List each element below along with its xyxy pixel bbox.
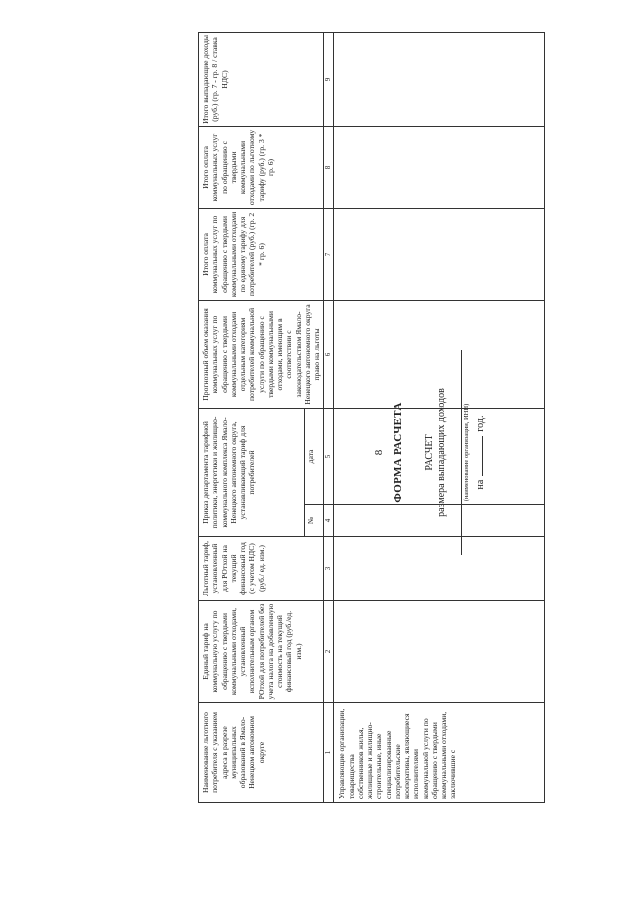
table-cell: [334, 208, 545, 300]
table-cell: [334, 408, 545, 504]
column-header: Единый тариф на коммунальную услугу по обращению с твердыми коммунальными отходами, установленный исполнительным органом РОтхой для потребителей без учета налога на добавленную стоимость на текущий финансовый год (руб./ед. изм.): [199, 601, 324, 703]
year-suffix: год.: [475, 415, 486, 432]
table-cell: [334, 300, 545, 408]
column-number: 9: [324, 32, 334, 126]
column-number: 8: [324, 126, 334, 208]
table-cell: [334, 126, 545, 208]
column-number: 4: [324, 505, 334, 537]
column-header: Итого выпадающие доходы (руб.) (гр. 7 - гр. 8 / ставка НДС): [199, 32, 324, 126]
column-header: Наименование льготного потребителя с указанием адреса в разрезе муниципальных образований в Ямало-Ненецком автономном округе: [199, 703, 324, 803]
order-date-header: дата: [305, 408, 324, 504]
table-cell: [334, 32, 545, 126]
table-row: [334, 32, 545, 802]
order-number-header: №: [305, 505, 324, 537]
column-number: 6: [324, 300, 334, 408]
consumer-category-cell: Управляющие организации, товарищества собственников жилья, жилищные и жилищно-строительные, иные специализированные потребительские кооперативы, являющиеся исполнителями коммунальной услуги по обращению с твердыми коммунальными отходами, заключившие с: [334, 703, 545, 803]
column-number: 7: [324, 208, 334, 300]
table-cell: [334, 537, 545, 601]
column-header: Льготный тариф, установленный для РОтхой на текущий финансовый год (с учетом НДС) (руб./ ед. изм.): [199, 537, 324, 601]
column-header: Итого оплата коммунальных услуг по обращению с твердыми коммунальными отходами по льготному тарифу (руб.) (гр. 3 * гр. 6): [199, 126, 324, 208]
column-number: 3: [324, 537, 334, 601]
column-numbers-row: [324, 32, 334, 802]
column-header: Итого оплата коммунальных услуг по обращению с твердыми коммунальными отходами по единому тарифу для потребителей (руб.) (гр. 2 * гр. 6): [199, 208, 324, 300]
column-number: 2: [324, 601, 334, 703]
column-number: 5: [324, 408, 334, 504]
header-row: [199, 32, 305, 802]
column-header: Прогнозный объем оказания коммунальных услуг по обращению с твердыми коммунальными отходами отдельным категориям потребителей коммунальной услуги по обращению с твердыми коммунальными отходами, имеющим в соответствии с законодательством Ямало-Ненецкого автономного округа право на льготы: [199, 300, 324, 408]
table-cell: [334, 601, 545, 703]
calculation-table: [198, 32, 545, 803]
column-header: Приказ департамента тарифной политики, энергетики и жилищно-коммунального комплекса Ямало-Ненецкого автономного округа, устанавливающий тариф для потребителей: [199, 408, 305, 536]
organization-caption: (наименование организации, ИНН): [463, 403, 470, 502]
table-cell: [334, 505, 545, 537]
page-number: 8: [373, 449, 385, 456]
year-prefix: на: [475, 479, 486, 490]
document-subtitle: РАСЧЕТ: [424, 434, 435, 471]
document-subtitle-detail: размера выпадающих доходов: [436, 388, 447, 517]
column-number: 1: [324, 703, 334, 803]
form-title: ФОРМА РАСЧЕТА: [392, 402, 404, 503]
